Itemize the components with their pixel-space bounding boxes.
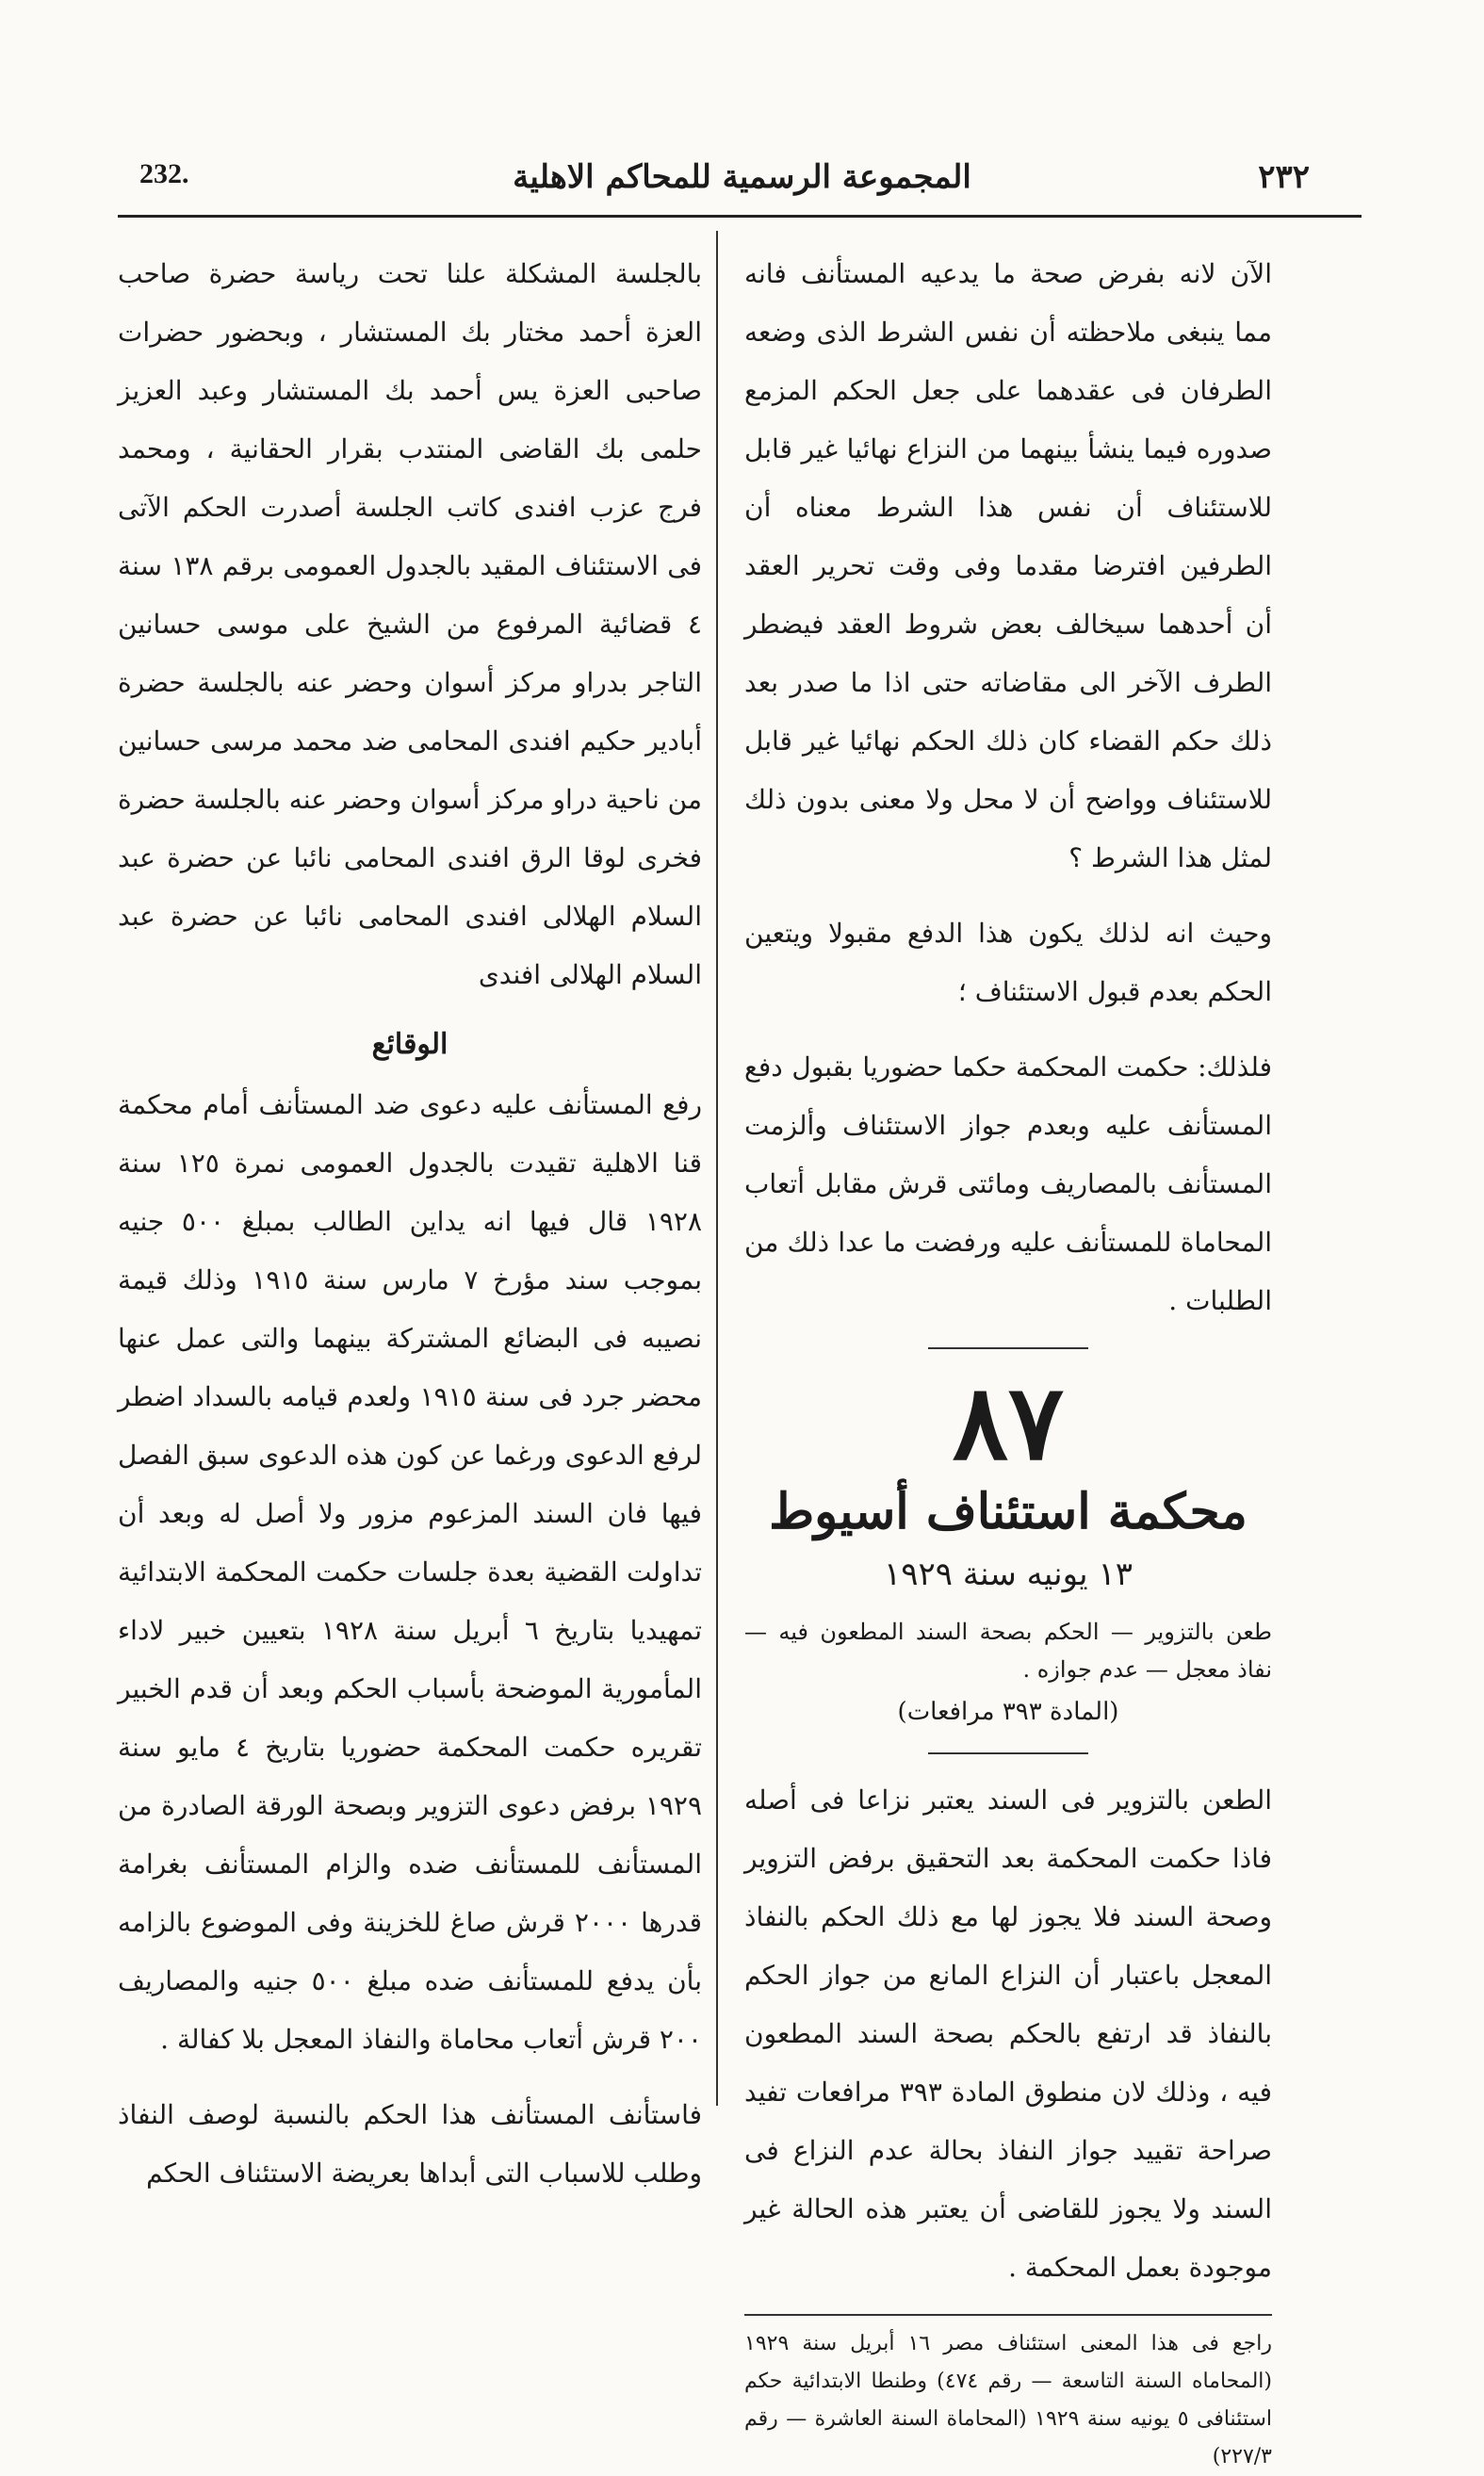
page-number-arabic: ٢٣٢ [1258,158,1310,196]
right-column [744,245,1272,2476]
right-paragraph-1: الآن لانه بفرض صحة ما يدعيه المستأنف فانه مما ينبغى ملاحظته أن نفس الشرط الذى وضعه الطرفان فى عقدهما على جعل الحكم المزمع صدوره فيما ينشأ بينهما من النزاع نهائيا غير قابل للاستئناف أن نفس هذا الشرط معناه أن الطرفين افترضا مقدما وفى وقت تحرير العقد أن أحدهما سيخالف بعض شروط العقد فيضطر الطرف الآخر الى مقاضاته حتى اذا ما صدر بعد ذلك حكم القضاء كان ذلك الحكم نهائيا غير قابل للاستئناف وواضح أن لا محل ولا معنى بدون ذلك لمثل هذا الشرط ؟ [744,258,1272,873]
header-rule [118,215,1362,218]
right-paragraph-2: وحيث انه لذلك يكون هذا الدفع مقبولا ويتعين الحكم بعدم قبول الاستئناف ؛ [744,918,1272,1007]
case-keywords: طعن بالتزوير — الحكم بصحة السند المطعون فيه — نفاذ معجل — عدم جوازه . [744,1619,1272,1683]
facts-paragraph: رفع المستأنف عليه دعوى ضد المستأنف أمام محكمة قنا الاهلية تقيدت بالجدول العمومى نمرة ١٢٥ سنة ١٩٢٨ قال فيها انه يداين الطالب بمبلغ ٥٠٠ جنيه بموجب سند مؤرخ ٧ مارس سنة ١٩١٥ وذلك قيمة نصيبه فى البضائع المشتركة بينهما والتى عمل عنها محضر جرد فى سنة ١٩١٥ ولعدم قيامه بالسداد اضطر لرفع الدعوى ورغما عن كون هذه الدعوى سبق الفصل فيها فان السند المزعوم مزور ولا أصل له وبعد أن تداولت القضية بعدة جلسات حكمت المحكمة الابتدائية تمهيديا بتاريخ ٦ أبريل سنة ١٩٢٨ بتعيين خبير لاداء المأمورية الموضحة بأسباب الحكم وبعد أن قدم الخبير تقريره حكمت المحكمة حضوريا بتاريخ ٤ مايو سنة ١٩٢٩ برفض دعوى التزوير وبصحة الورقة الصادرة من المستأنف للمستأنف ضده والزام المستأنف بغرامة قدرها ٢٠٠٠ قرش صاغ للخزينة وفى الموضوع بالزامه بأن يدفع للمستأنف ضده مبلغ ٥٠٠ جنيه والمصاريف ٢٠٠ قرش أتعاب محاماة والنفاذ المعجل بلا كفالة . [118,1089,703,2055]
legal-article: (المادة ٣٩٣ مرافعات) [897,1698,1119,1726]
case-number: ٨٧ [952,1361,1065,1483]
facts-heading: الوقائع [371,1028,448,1061]
judgment-date: ١٣ يونيه سنة ١٩٢٩ [884,1556,1133,1593]
footnote: راجع فى هذا المعنى استئناف مصر ١٦ أبريل سنة ١٩٢٩ (المحاماه السنة التاسعة — رقم ٤٧٤) وطنطا الابتدائية حكم استئنافى ٥ يونيه سنة ١٩٢٩ (المحاماة السنة العاشرة — رقم ٢٢٧/٣) [744,2314,1272,2476]
section-rule [928,1347,1088,1349]
legal-principle: الطعن بالتزوير فى السند يعتبر نزاعا فى أصله فاذا حكمت المحكمة بعد التحقيق برفض التزوير وصحة السند فلا يجوز لها مع ذلك الحكم بالنفاذ المعجل باعتبار أن النزاع المانع من جواز الحكم بالنفاذ قد ارتفع بالحكم بصحة السند المطعون فيه ، وذلك لان منطوق المادة ٣٩٣ مرافعات تفيد صراحة تقييد جواز النفاذ بحالة عدم النزاع فى السند ولا يجوز للقاضى أن يعتبر هذه الحالة غير موجودة بعمل المحكمة . [744,1784,1272,2283]
appeal-paragraph: فاستأنف المستأنف هذا الحكم بالنسبة لوصف النفاذ وطلب للاسباب التى أبداها بعريضة الاستئناف الحكم [118,2099,702,2189]
page-header-title: المجموعة الرسمية للمحاكم الاهلية [513,158,971,196]
judgment-ruling: فلذلك: حكمت المحكمة حكما حضوريا بقبول دفع المستأنف عليه وبعدم جواز الاستئناف وألزمت المستأنف بالمصاريف ومائتى قرش مقابل أتعاب المحاماة للمستأنف عليه ورفضت ما عدا ذلك من الطلبات . [744,1051,1272,1316]
principle-rule [928,1752,1088,1754]
session-paragraph: بالجلسة المشكلة علنا تحت رياسة حضرة صاحب العزة أحمد مختار بك المستشار ، وبحضور حضرات صاحبى العزة يس أحمد بك المستشار وعبد العزيز حلمى بك القاضى المنتدب بقرار الحقانية ، ومحمد فرج عزب افندى كاتب الجلسة أصدرت الحكم الآتى فى الاستئناف المقيد بالجدول العمومى برقم ١٣٨ سنة ٤ قضائية المرفوع من الشيخ على موسى حسانين التاجر بدراو مركز أسوان وحضر عنه بالجلسة حضرة أبادير حكيم افندى المحامى ضد محمد مرسى حسانين من ناحية دراو مركز أسوان وحضر عنه بالجلسة حضرة فخرى لوقا الرق افندى المحامى نائبا عن حضرة عبد السلام الهلالى افندى المحامى نائبا عن حضرة عبد السلام الهلالى افندى [118,258,703,990]
page-number-latin: 232. [139,158,189,189]
column-divider [716,231,718,2106]
left-column [118,245,702,2220]
court-name: محكمة استئناف أسيوط [769,1483,1248,1540]
